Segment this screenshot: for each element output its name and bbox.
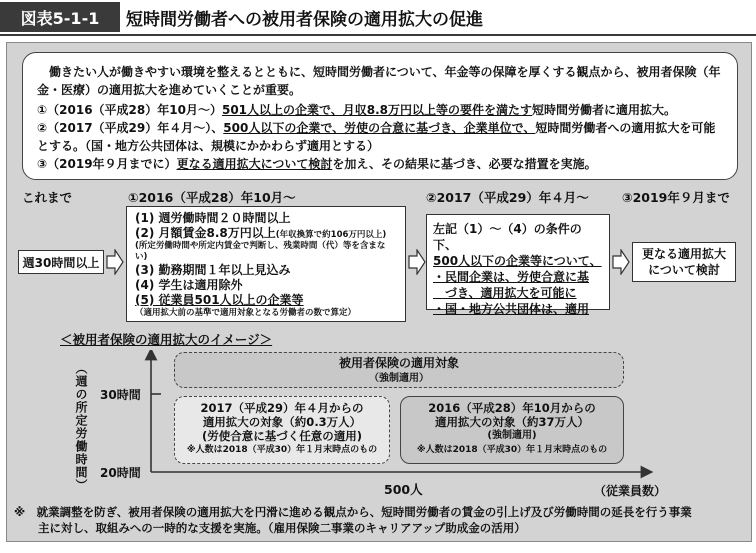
requirements-box (126, 206, 406, 322)
intro-item-2: ②（2017（平成29）年４月〜）、500人以下の企業で、労使の合意に基づき、企業単位で、短時間労働者への適用拡大を可能とする。（国・地方公共団体は、規模にかかわらず適用とする） (37, 121, 716, 153)
intro-box (22, 52, 738, 180)
header-rule (0, 34, 756, 36)
voluntary-expansion-box: 2017（平成29）年４月からの 適用拡大の対象（約0.3万人） (労使合意に基づく任意の適用) ※人数は2018（平成30）年１月末時点のもの (174, 396, 390, 464)
x-tick-500: 500人 (384, 482, 423, 497)
mandatory-expansion-box: 2016（平成28）年10月からの 適用拡大の対象（約37万人） (強制適用) ※人数は2018（平成30）年１月末時点のもの (400, 396, 624, 464)
stage2-bullet-2: ・国・地方公共団体は、適用 (433, 302, 590, 316)
intro-lead: 働きたい人が働きやすい環境を整えるとともに、短時間労働者について、年金等の保障を厚くする観点から、被用者保険（年金・医療）の適用拡大を進めていくことが重要。 (37, 65, 721, 97)
stage2-box (426, 214, 610, 316)
stage2-bullet-1b: づき、適用拡大を可能に (433, 286, 577, 300)
arrow-right-icon (408, 249, 426, 275)
mandatory-coverage-box: 被用者保険の適用対象 （強制適用） (174, 352, 624, 388)
image-title: ＜被用者保険の適用拡大のイメージ＞ (60, 332, 273, 347)
requirement-hours: (1) 週労働時間２０時間以上 (135, 211, 291, 225)
before-box: 週30時間以上 (18, 250, 104, 274)
requirement-size-note: （適用拡大前の基準で適用対象となる労働者の数で算定） (135, 308, 357, 318)
x-axis-label: （従業員数） (594, 484, 667, 498)
figure-number: 図表5-1-1 (0, 2, 120, 32)
y-axis-label: （週の所定労働時間） (74, 362, 88, 492)
stage2-bullet-1a: ・民間企業は、労使合意に基 (433, 270, 590, 284)
footnote: ※ 就業調整を防ぎ、被用者保険の適用拡大を円滑に進める観点から、短時間労働者の賃金の引上げ及び労働時間の延長を行う事業 主に対し、取組みへの一時的な支援を実施。（雇用保険二事業のキャリアアップ助成金の活用） (14, 505, 692, 535)
y-tick-20: 20時間 (100, 466, 141, 480)
stage3-box (632, 242, 736, 282)
arrow-right-icon (612, 249, 630, 275)
intro-item-3: ③（2019年９月までに）更なる適用拡大について検討を加え、その結果に基づき、必要な措置を実施。 (37, 157, 597, 171)
requirement-size: (5) 従業員501人以上の企業等 (135, 293, 304, 307)
requirement-wage: (2) 月額賃金8.8万円以上(年収換算で約106万円以上) (135, 226, 387, 240)
arrow-right-icon (106, 249, 124, 275)
stage3-line-1: 更なる適用拡大 (641, 247, 726, 261)
stage2-line-2: 500人以下の企業等について、 (433, 254, 602, 268)
stage-label-2016: ①2016（平成28）年10月〜 (128, 190, 296, 205)
figure-title: 短時間労働者への被用者保険の適用拡大の促進 (126, 9, 483, 30)
stage-label-2019: ③2019年９月まで (622, 190, 730, 205)
stage3-line-2: について検討 (648, 263, 720, 277)
intro-item-1: ①（2016（平成28）年10月〜）501人以上の企業で、月収8.8万円以上等の要件を満たす短時間労働者に適用拡大。 (37, 103, 677, 117)
stage-label-2017: ②2017（平成29）年４月〜 (426, 190, 589, 205)
requirement-wage-note: (所定労働時間や所定内賃金で判断し、残業時間（代）等を含まない) (135, 241, 386, 262)
requirement-tenure: (3) 勤務期間１年以上見込み (135, 263, 291, 277)
y-tick-30: 30時間 (100, 388, 141, 402)
stage2-line-1: 左記（1）〜（4）の条件の下、 (433, 222, 582, 252)
requirement-students: (4) 学生は適用除外 (135, 278, 243, 292)
stage-label-before: これまで (22, 190, 73, 205)
